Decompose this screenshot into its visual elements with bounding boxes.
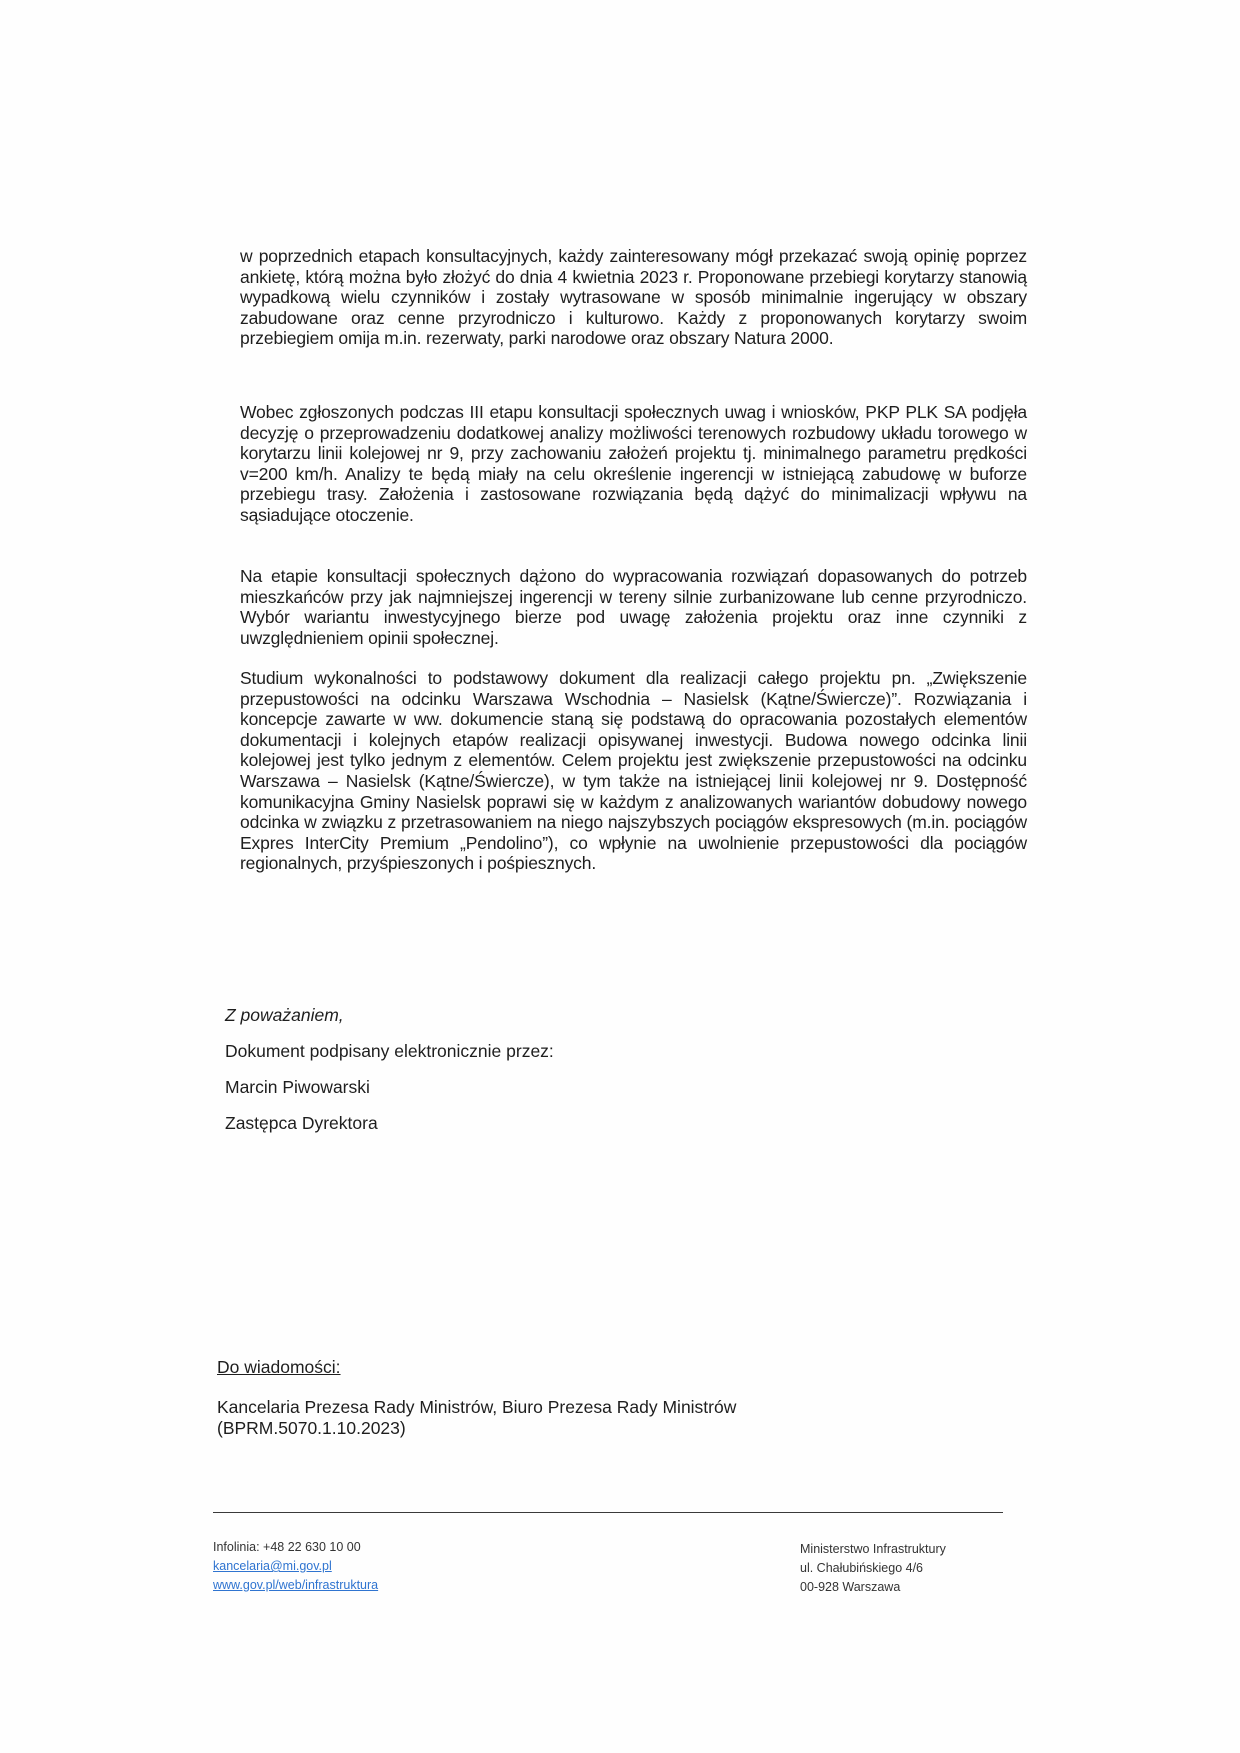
footer-email-link[interactable]: kancelaria@mi.gov.pl [213,1559,332,1573]
signature-signed-by-label: Dokument podpisany elektronicznie przez: [225,1041,554,1061]
cc-recipients [217,1397,1004,1438]
body-paragraph-3 [240,566,1027,648]
footer-divider [213,1512,1003,1513]
footer-website-link[interactable]: www.gov.pl/web/infrastruktura [213,1578,379,1592]
body-paragraph-1 [240,246,1027,349]
cc-recipient-line: Kancelaria Prezesa Rady Ministrów, Biuro Prezesa Rady Ministrów [217,1397,737,1417]
footer-address [800,1540,946,1597]
cc-label: Do wiadomości: [217,1357,341,1377]
footer-city: 00-928 Warszawa [800,1580,901,1594]
signature-closing: Z poważaniem, [225,1005,344,1025]
cc-reference-number: (BPRM.5070.1.10.2023) [217,1417,406,1438]
paragraph-text: Na etapie konsultacji społecznych dążono do wypracowania rozwiązań dopasowanych do potrzeb mieszkańców przy jak najmniejszej ingerencji w tereny silnie zurbanizowane lub cenne przyrodniczo. Wybór wariantu inwestycyjnego bierze pod uwagę założenia projektu oraz inne czynniki z uwzględnieniem opinii społecznej. [240,566,1027,648]
footer-street: ul. Chałubińskiego 4/6 [800,1561,923,1575]
signatory-role: Zastępca Dyrektora [225,1113,378,1133]
paragraph-text: w poprzednich etapach konsultacyjnych, każdy zainteresowany mógł przekazać swoją opinię poprzez ankietę, którą można było złożyć do dnia 4 kwietnia 2023 r. Proponowane przebiegi korytarzy stanowią wypadkową wielu czynników i zostały wytrasowane w sposób minimalnie ingerujący w obszary zabudowane oraz cenne przyrodniczo i kulturowo. Każdy z proponowanych korytarzy swoim przebiegiem omija m.in. rezerwaty, parki narodowe oraz obszary Natura 2000. [240,246,1027,349]
signatory-name: Marcin Piwowarski [225,1077,370,1097]
paragraph-text: Studium wykonalności to podstawowy dokument dla realizacji całego projektu pn. „Zwiększenie przepustowości na odcinku Warszawa Wschodnia – Nasielsk (Kątne/Świercze)”. Rozwiązania i koncepcje zawarte w ww. dokumencie staną się podstawą do opracowania pozostałych elementów dokumentacji i kolejnych etapów realizacji opisywanej inwestycji. Budowa nowego odcinka linii kolejowej jest tylko jednym z elementów. Celem projektu jest zwiększenie przepustowości na odcinku Warszawa – Nasielsk (Kątne/Świercze), w tym także na istniejącej linii kolejowej nr 9. Dostępność komunikacyjna Gminy Nasielsk poprawi się w każdym z analizowanych wariantów dobudowy nowego odcinka w związku z przetrasowaniem na niego najszybszych pociągów ekspresowych (m.in. pociągów Expres InterCity Premium „Pendolino”), co wpłynie na uwolnienie przepustowości dla pociągów regionalnych, przyśpieszonych i pośpiesznych. [240,668,1027,874]
paragraph-text: Wobec zgłoszonych podczas III etapu konsultacji społecznych uwag i wniosków, PKP PLK SA podjęła decyzję o przeprowadzeniu dodatkowej analizy możliwości terenowych rozbudowy układu torowego w korytarzu linii kolejowej nr 9, przy zachowaniu założeń projektu tj. minimalnego parametru prędkości v=200 km/h. Analizy te będą miały na celu określenie ingerencji w istniejącą zabudowę w buforze przebiegu trasy. Założenia i zastosowane rozwiązania będą dążyć do minimalizacji wpływu na sąsiadujące otoczenie. [240,402,1027,525]
footer-org-name: Ministerstwo Infrastruktury [800,1542,946,1556]
footer-contact [213,1538,378,1595]
footer-infoline: Infolinia: +48 22 630 10 00 [213,1540,361,1554]
body-paragraph-2 [240,402,1027,526]
body-paragraph-4 [240,668,1027,874]
